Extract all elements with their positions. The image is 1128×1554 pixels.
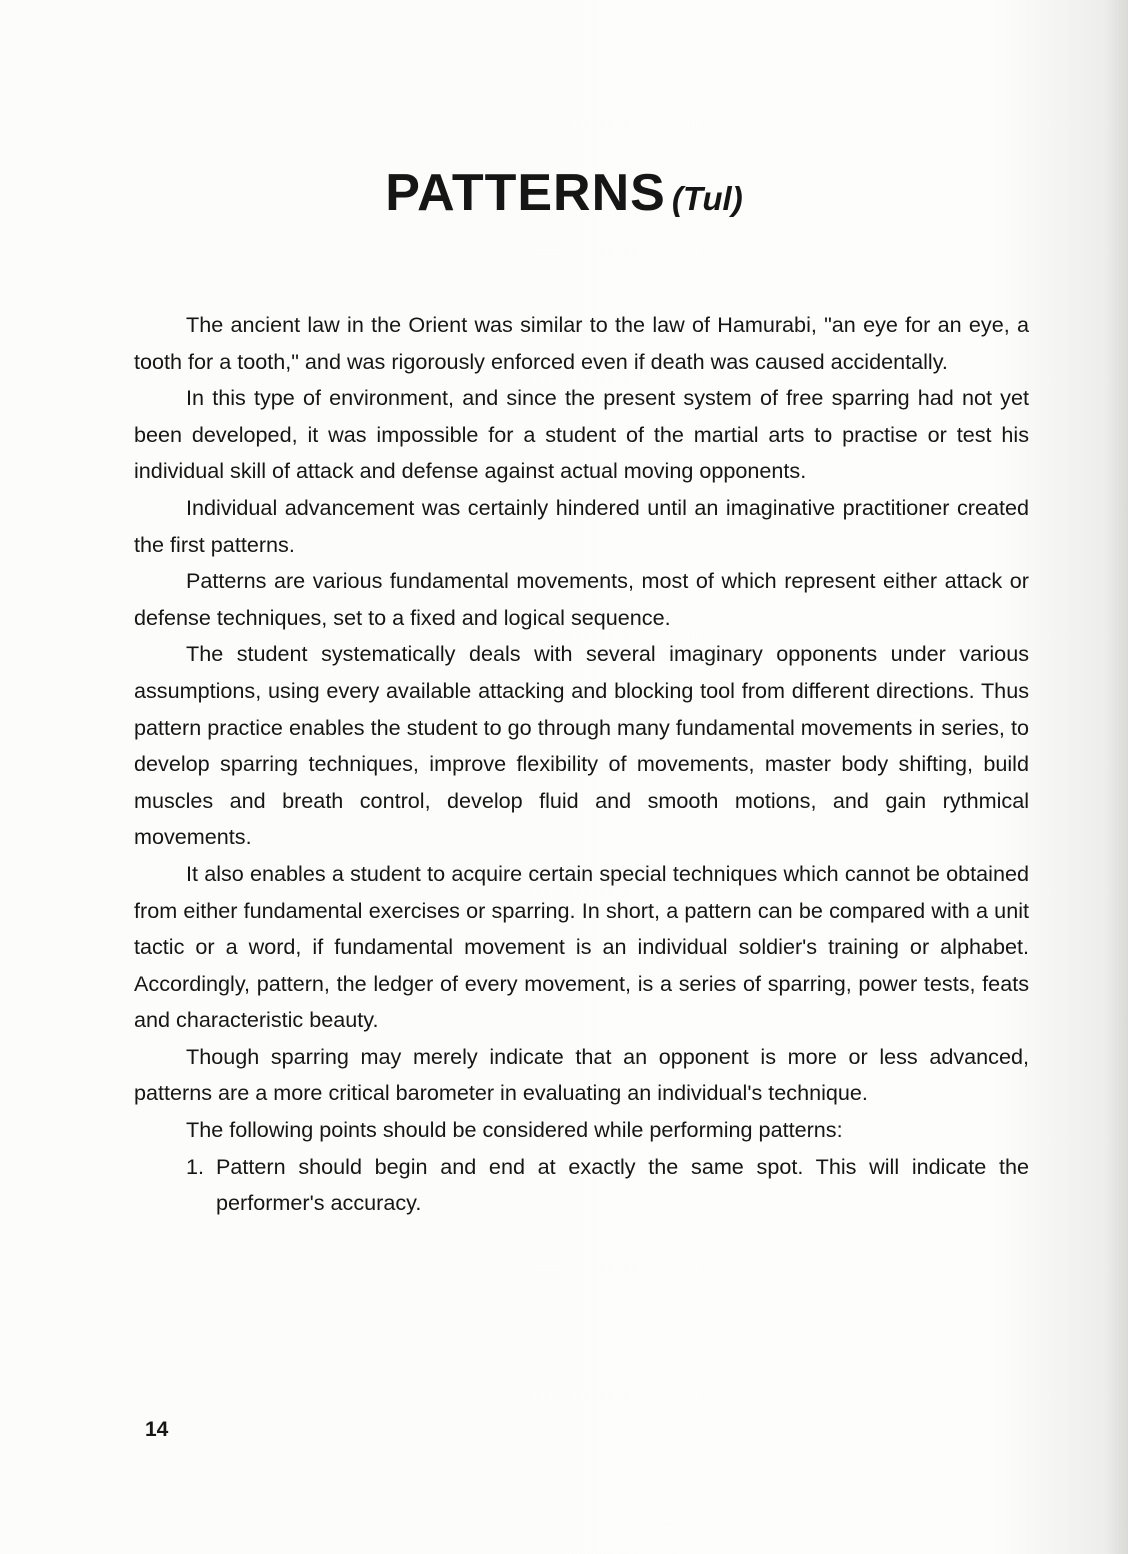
list-item-text: Pattern should begin and end at exactly the same spot. This will indicate the performer's accuracy. bbox=[216, 1153, 1029, 1216]
list-item-number: 1. bbox=[186, 1153, 205, 1179]
paragraph: Patterns are various fundamental movements, most of which represent either attack or defense techniques, set to a fixed and logical sequence. bbox=[134, 568, 1029, 630]
paragraph: The ancient law in the Orient was similar to the law of Hamurabi, "an eye for an eye, a tooth for a tooth," and was rigorously enforced even if death was caused accidentally. bbox=[134, 312, 1029, 374]
paragraph: The student systematically deals with several imaginary opponents under various assumptions, using every available attacking and blocking tool from different directions. Thus pattern practice enables the student to go through many fundamental movements in series, to develop sparring techniques, improve flexibility of movements, master body shifting, build muscles and breath control, develop fluid and smooth motions, and gain rythmical movements. bbox=[134, 641, 1029, 850]
title-main: PATTERNS bbox=[385, 164, 666, 222]
body-text bbox=[134, 307, 1029, 1222]
page-title bbox=[0, 158, 1128, 234]
paragraph: Individual advancement was certainly hindered until an imaginative practitioner created the first patterns. bbox=[134, 494, 1029, 557]
paragraph: It also enables a student to acquire certain special techniques which cannot be obtained from either fundamental exercises or sparring. In short, a pattern can be compared with a unit tactic or a word, if fundamental movement is an individual soldier's training or alphabet. Accordingly, pattern, the ledger of every movement, is a series of sparring, power tests, feats and characteristic beauty. bbox=[134, 860, 1029, 1033]
list-item bbox=[134, 1149, 1029, 1222]
title-subtitle: (Tul) bbox=[671, 180, 743, 217]
page-number: 14 bbox=[145, 1418, 169, 1441]
paragraph: In this type of environment, and since the present system of free sparring had not yet been developed, it was impossible for a student of the martial arts to practise or test his individual skill of attack and defense against actual moving opponents. bbox=[134, 385, 1029, 484]
paragraph: Though sparring may merely indicate that an opponent is more or less advanced, patterns are a more critical barometer in evaluating an individual's technique. bbox=[134, 1043, 1029, 1106]
points-list bbox=[134, 1149, 1029, 1222]
paragraph: The following points should be considered while performing patterns: bbox=[186, 1117, 843, 1143]
